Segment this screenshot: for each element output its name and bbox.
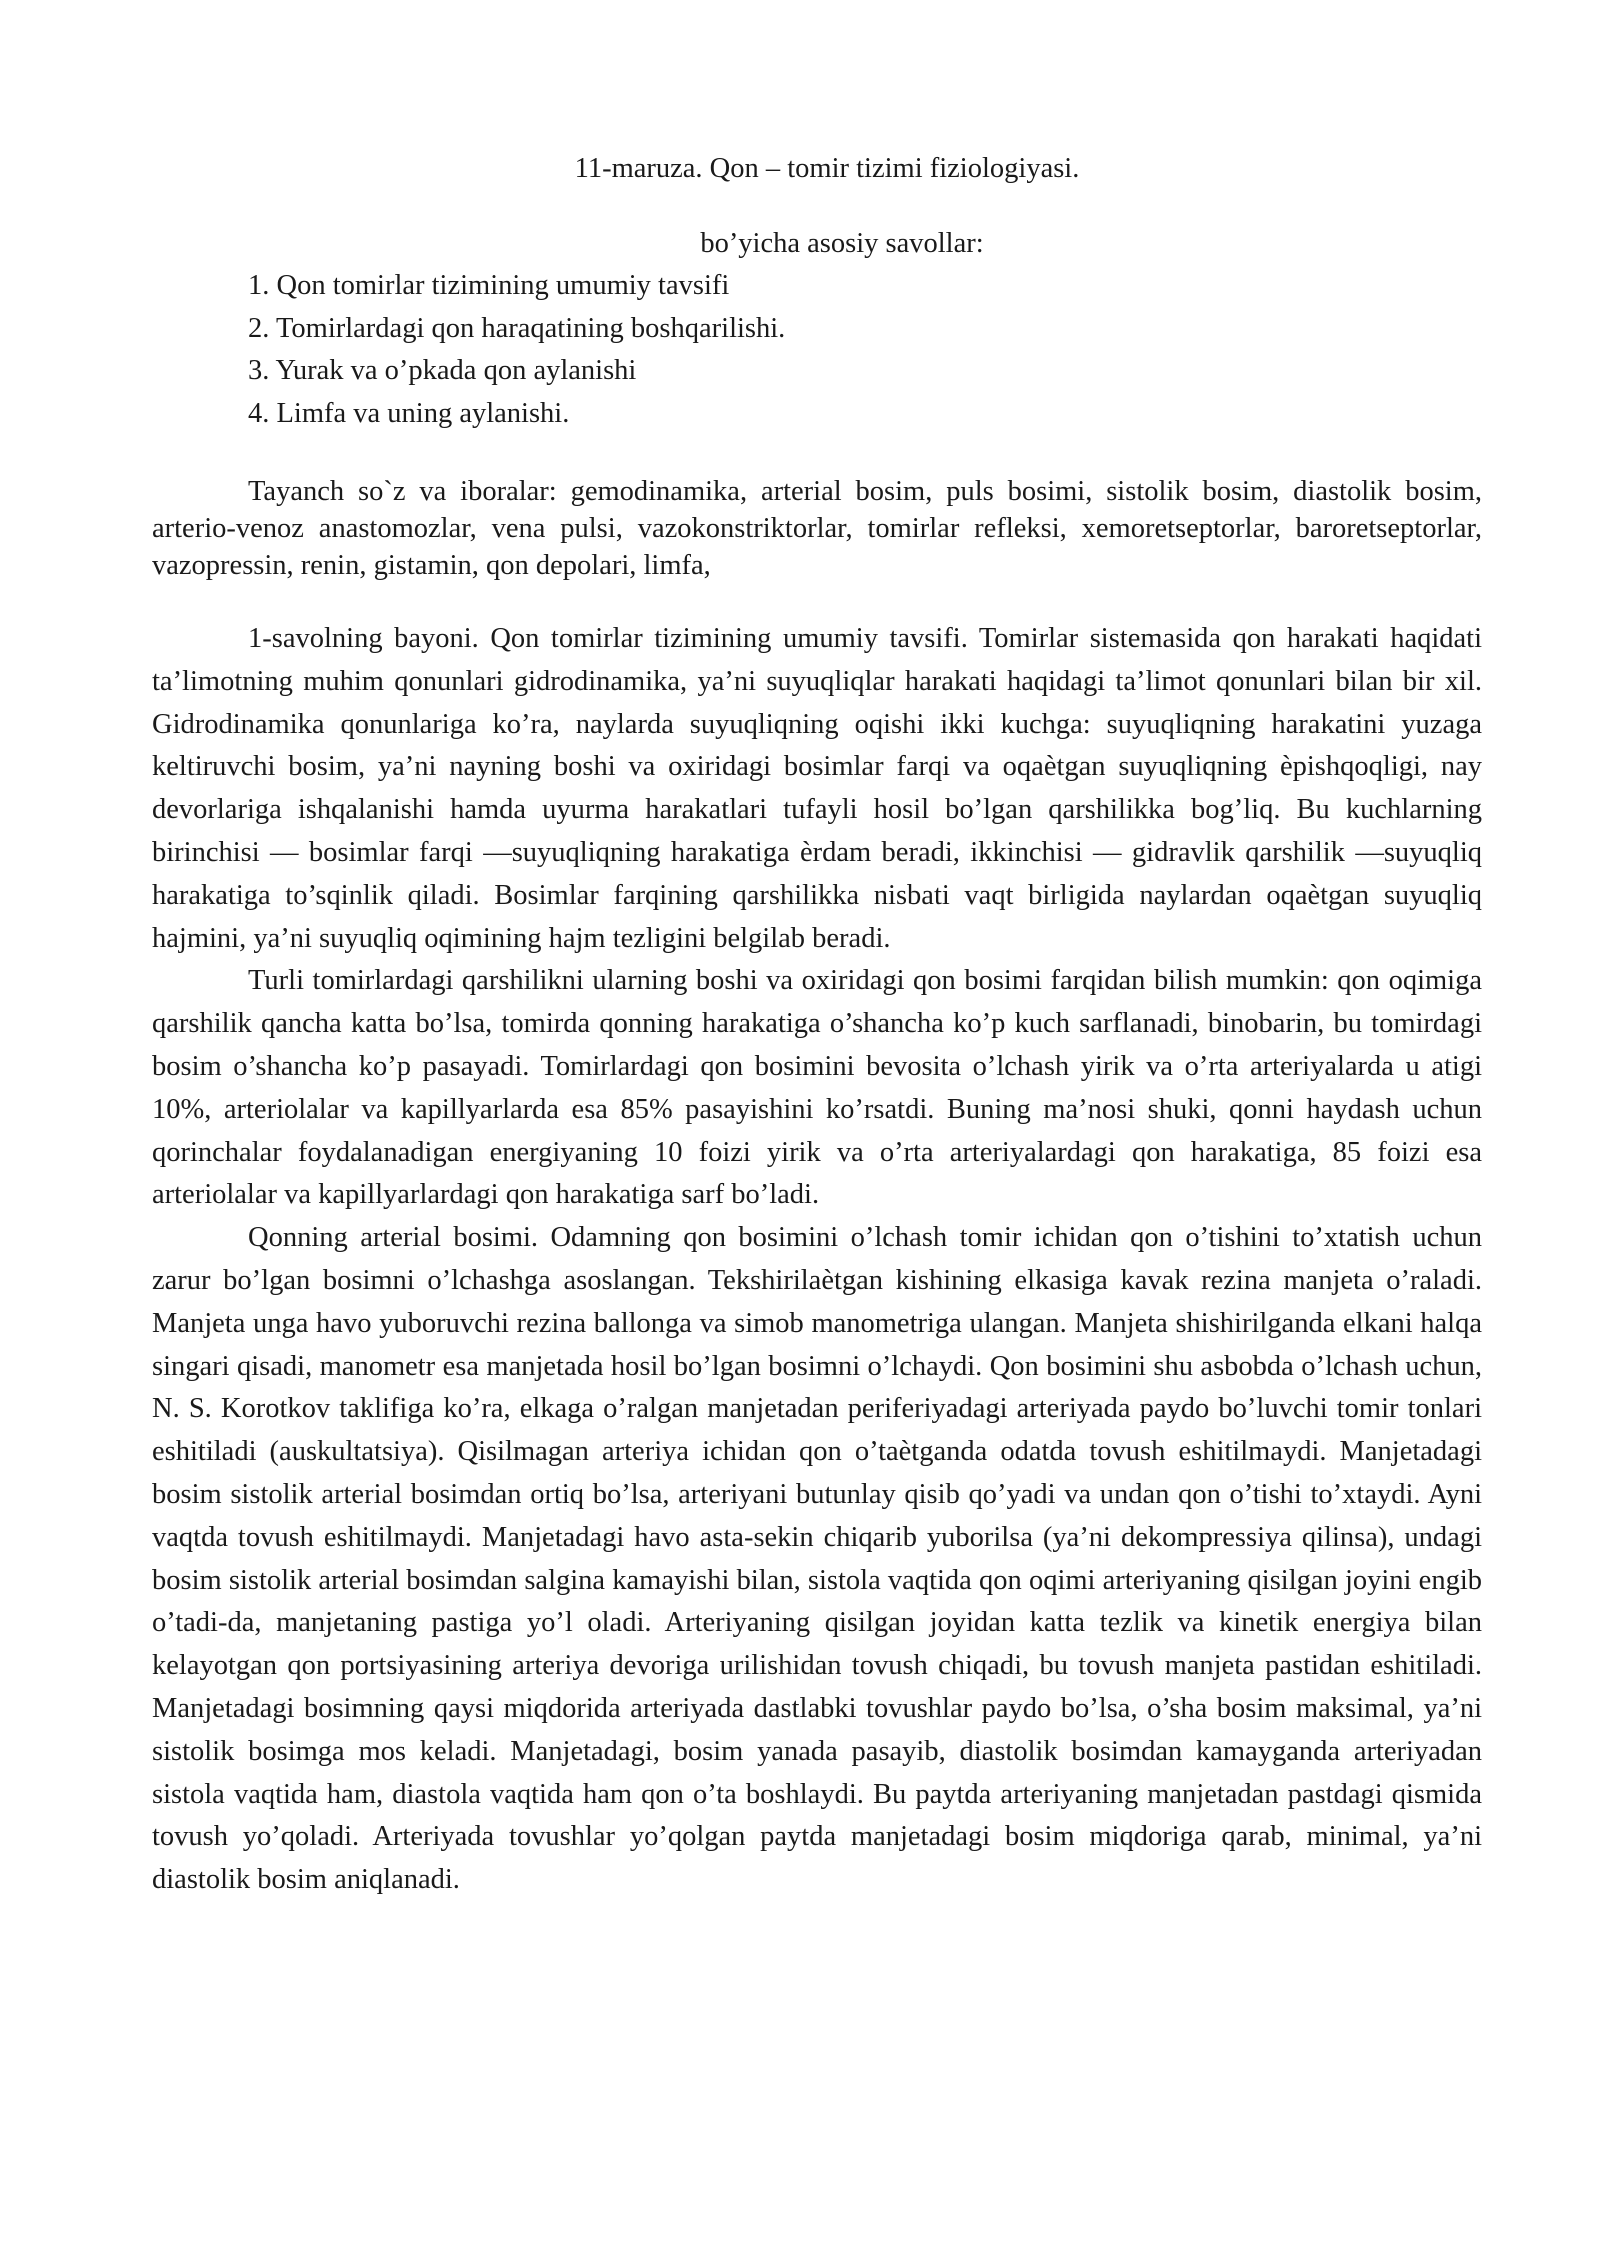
question-item: 1. Qon tomirlar tizimining umumiy tavsifi [248,270,730,301]
question-item: 2. Tomirlardagi qon haraqatining boshqarilishi. [248,312,786,344]
keywords-paragraph: Tayanch so`z va iboralar: gemodinamika, arterial bosim, puls bosimi, sistolik bosim, diastolik bosim, arterio-venoz anastomozlar, vena pulsi, vazokonstriktorlar, tomirlar refleksi, xemoretseptorlar, baroretseptorlar, vazopressin, renin, gistamin, qon depolari, limfa, [152,476,1482,581]
document-page [152,148,1482,1902]
question-item: 3. Yurak va o’pkada qon aylanishi [248,355,637,386]
question-item: 4. Limfa va uning aylanishi. [248,397,570,429]
body-paragraph: Turli tomirlardagi qarshilikni ularning boshi va oxiridagi qon bosimi farqidan bilish mumkin: qon oqimiga qarshilik qancha katta bo’lsa, tomirda qonning harakatiga o’shancha ko’p kuch sarflanadi, binobarin, bu tomirdagi bosim o’shancha ko’p pasayadi. Tomirlardagi qon bosimini bevosita o’lchash yirik va o’rta arteriyalarda u atigi 10%, arteriolalar va kapillyarlarda esa 85% pasayishini ko’rsatdi. Buning ma’nosi shuki, qonni haydash uchun qorinchalar foydalanadigan energiyaning 10 foizi yirik va o’rta arteriyalardagi qon harakatiga, 85 foizi esa arteriolalar va kapillyarlardagi qon harakatiga sarf bo’ladi. [152,965,1482,1211]
lecture-title: 11-maruza. Qon – tomir tizimi fiziologiyasi. [574,153,1080,184]
body-paragraph: Qonning arterial bosimi. Odamning qon bosimini o’lchash tomir ichidan qon o’tishini to’xtatish uchun zarur bo’lgan bosimni o’lchashga asoslangan. Tekshirilaètgan kishining elkasiga kavak rezina manjeta o’raladi. Manjeta unga havo yuboruvchi rezina ballonga va simob manometriga ulangan. Manjeta shishirilganda elkani halqa singari qisadi, manometr esa manjetada hosil bo’lgan bosimni o’lchaydi. Qon bosimini shu asbobda o’lchash uchun, N. S. Korotkov taklifiga ko’ra, elkaga o’ralgan manjetadan periferiyadagi arteriyada paydo bo’luvchi tomir tonlari eshitiladi (auskultatsiya). Qisilmagan arteriya ichidan qon o’taètganda odatda tovush eshitilmaydi. Manjetadagi bosim sistolik arterial bosimdan ortiq bo’lsa, arteriyani butunlay qisib qo’yadi va undan qon o’tishi to’xtaydi. Ayni vaqtda tovush eshitilmaydi. Manjetadagi havo asta-sekin chiqarib yuborilsa (ya’ni dekompressiya qilinsa), undagi bosim sistolik arterial bosimdan salgina kamayishi bilan, sistola vaqtida qon oqimi arteriyaning qisilgan joyini engib o’tadi-da, manjetaning pastiga yo’l oladi. Arteriyaning qisilgan joyidan katta tezlik va kinetik energiya bilan kelayotgan qon portsiyasining arteriya devoriga urilishidan tovush chiqadi, bu tovush manjeta pastidan eshitiladi. Manjetadagi bosimning qaysi miqdorida arteriyada dastlabki tovushlar paydo bo’lsa, o’sha bosim maksimal, ya’ni sistolik bosimga mos keladi. Manjetadagi, bosim yanada pasayib, diastolik bosimdan kamayganda arteriyadan sistola vaqtida ham, diastola vaqtida ham qon o’ta boshlaydi. Bu paytda arteriyaning manjetadan pastdagi qismida tovush yo’qoladi. Arteriyada tovushlar yo’qolgan paytda manjetadagi bosim miqdoriga qarab, minimal, ya’ni diastolik bosim aniqlanadi. [152,1222,1482,1896]
body-paragraph: 1-savolning bayoni. Qon tomirlar tizimining umumiy tavsifi. Tomirlar sistemasida qon harakati haqidati ta’limotning muhim qonunlari gidrodinamika, ya’ni suyuqliqlar harakati haqidagi ta’limot qonunlari bilan bir xil. Gidrodinamika qonunlariga ko’ra, naylarda suyuqliqning oqishi ikki kuchga: suyuqliqning harakatini yuzaga keltiruvchi bosim, ya’ni nayning boshi va oxiridagi bosimlar farqi va oqaètgan suyuqliqning èpishqoqligi, nay devorlariga ishqalanishi hamda uyurma harakatlari tufayli hosil bo’lgan qarshilikka bog’liq. Bu kuchlarning birinchisi — bosimlar farqi —suyuqliqning harakatiga èrdam beradi, ikkinchisi — gidravlik qarshilik —suyuqliq harakatiga to’sqinlik qiladi. Bosimlar farqining qarshilikka nisbati vaqt birligida naylardan oqaètgan suyuqliq hajmini, ya’ni suyuqliq oqimining hajm tezligini belgilab beradi. [152,623,1482,954]
questions-heading: bo’yicha asosiy savollar: [700,227,984,259]
questions-list [152,265,1482,435]
